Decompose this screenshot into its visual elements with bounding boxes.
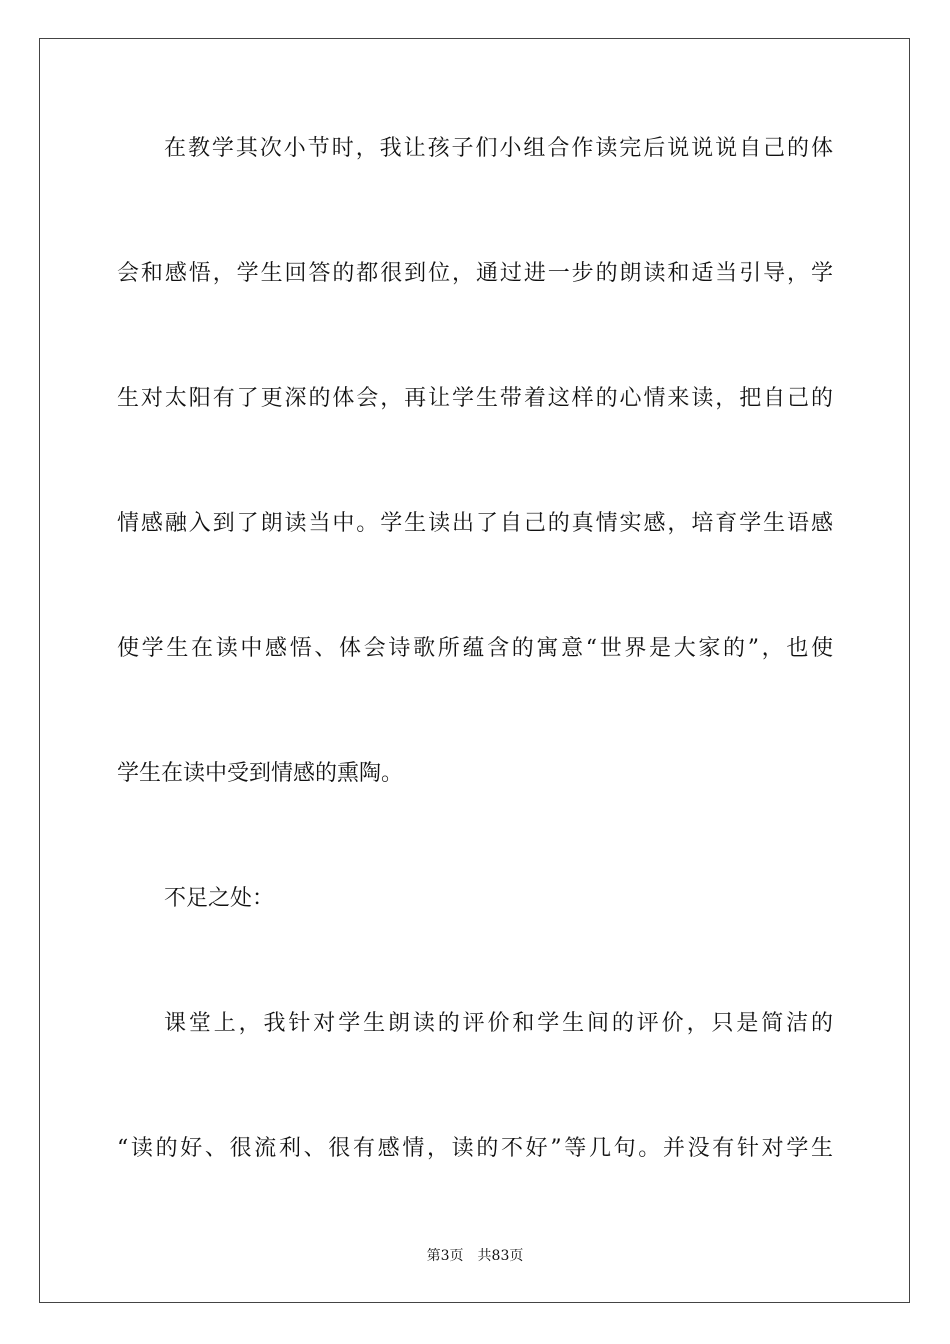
paragraph-line: 在教学其次小节时，我让孩子们小组合作读完后说说说自己的体 — [164, 136, 833, 161]
page-total: 共83页 — [477, 1248, 524, 1264]
page-footer — [0, 1246, 950, 1266]
page-number: 第3页 — [426, 1248, 464, 1264]
paragraph-line: 学生在读中受到情感的熏陶。 — [117, 761, 404, 786]
paragraph-line: “读的好、很流利、很有感情，读的不好”等几句。并没有针对学生 — [117, 1136, 833, 1161]
paragraph-line: 使学生在读中感悟、体会诗歌所蕴含的寓意“世界是大家的”，也使 — [117, 636, 833, 661]
page-border — [39, 38, 910, 1303]
paragraph-line: 生对太阳有了更深的体会，再让学生带着这样的心情来读，把自己的 — [117, 386, 833, 411]
section-heading: 不足之处： — [164, 886, 275, 911]
paragraph-line: 会和感悟，学生回答的都很到位，通过进一步的朗读和适当引导，学 — [117, 261, 833, 286]
paragraph-line: 课堂上，我针对学生朗读的评价和学生间的评价，只是简洁的 — [164, 1011, 833, 1036]
paragraph-line: 情感融入到了朗读当中。学生读出了自己的真情实感，培育学生语感 — [117, 511, 833, 536]
